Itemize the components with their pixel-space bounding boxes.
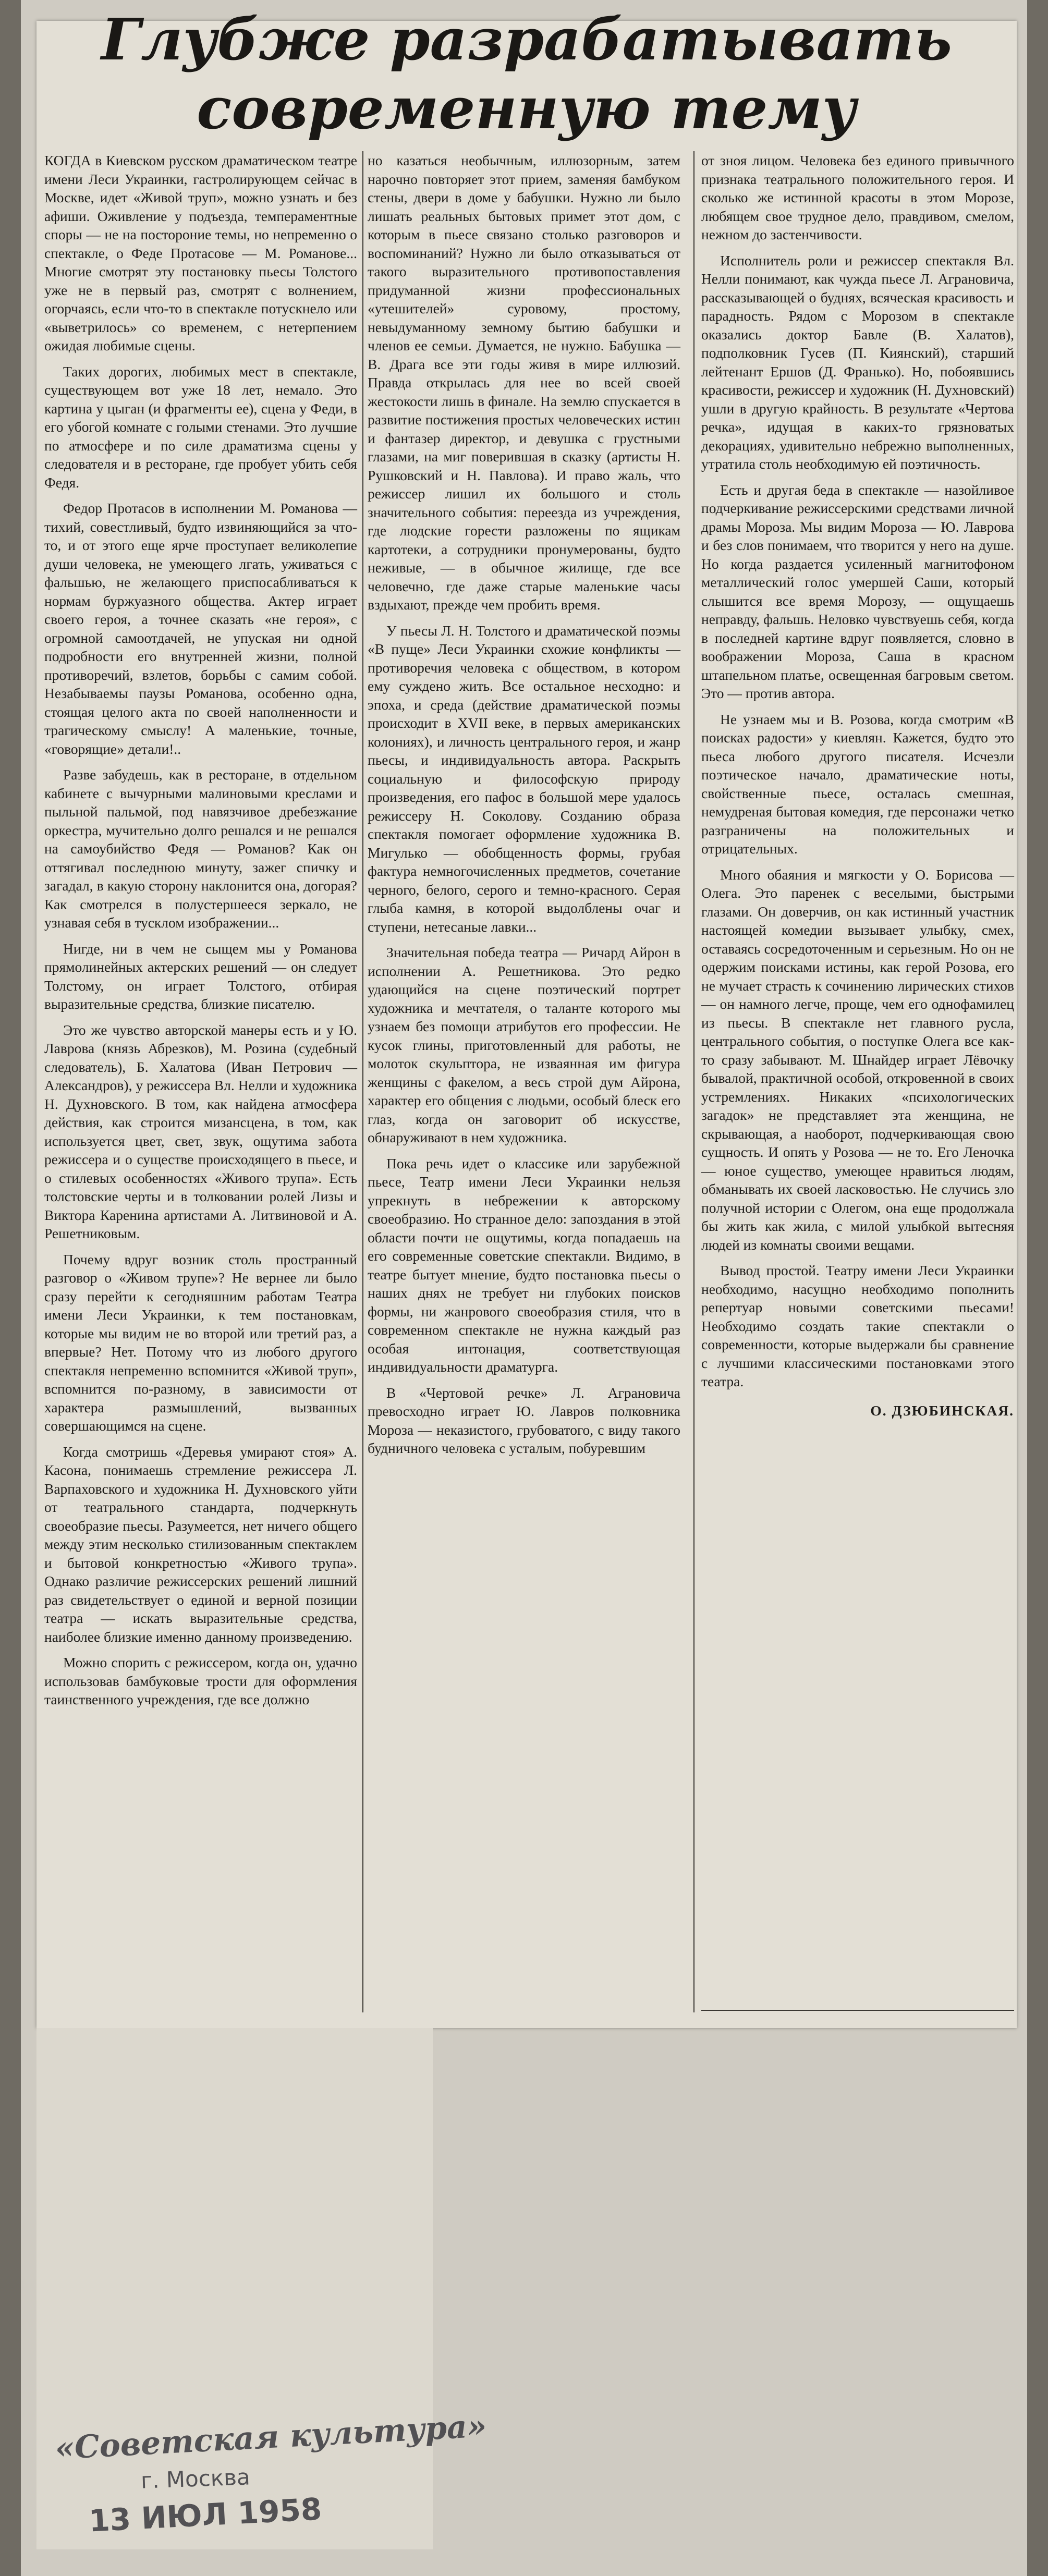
paragraph: Разве забудешь, как в ресторане, в отдельном кабинете с вычурными малиновыми креслами и пыльной пальмой, под навязчивое дребезжание оркестра, мучительно долго решался и не решался на самоубийство Федя — Романов? Как он оттягивал последнюю минуту, зажег спичку и загадал, в какую сторону наклонится она, догорая? Как смотрелся в полустершееся зеркало, не узнавая себя в тусклом изображении... xyxy=(44,766,357,931)
column-divider-1 xyxy=(362,151,363,2012)
headline-line-1: Глубже разрабатывать xyxy=(101,6,952,73)
paragraph: Федор Протасов в исполнении М. Романова — тихий, совестливый, будто извиняющийся за что-то, и от этого еще ярче проступает великолепие души человека, не умеющего лгать, уживаться с фальшью, не желающего приспосабливаться к нормам буржуазного общества. Актер играет своего героя, а точнее сказать «не героя», с огромной самоотдачей, не упуская ни одной подробности его внутренней жизни, полной противоречий, взлетов, борьбы с самим собой. Незабываемы паузы Романова, особенно одна, стоящая целого акта по своей наполненности и трагическому смыслу! А маленькие, точные, «говорящие» детали!.. xyxy=(44,500,357,757)
stamp-city: г. Москва xyxy=(140,2464,251,2494)
headline-line-2: современную тему xyxy=(197,75,857,142)
author-signature: О. ДЗЮБИНСКАЯ. xyxy=(870,1402,1014,1419)
paragraph: Пока речь идет о классике или зарубежной пьесе, Театр имени Леси Украинки нельзя упрекнуть в небрежении к авторскому своеобразию. Но странное дело: запоздания в этой области почти не ощутимы, когда попадаешь на его современные советские спектакли. Видимо, в театре бытует мнение, будто постановка пьесы о наших днях не требует ни глубоких поисков формы, ни жанрового своеобразия стиля, что в современном спектакле не нужна каждый раз особая интонация, соответствующая индивидуальности драматурга. xyxy=(368,1155,680,1375)
paragraph: Вывод простой. Театру имени Леси Украинки необходимо, насущно необходимо пополнить репертуар новыми советскими пьесами! Необходимо создать такие спектакли о современности, которые выдержали бы сравнение с лучшими классическими постановками этого театра. xyxy=(701,1262,1014,1389)
end-rule xyxy=(701,2010,1014,2011)
paragraph: от зноя лицом. Человека без единого привычного признака театрального положительного героя. И сколько же истинной красоты в этом Морозе, любящем свое трудное дело, правдивом, смелом, нежном до застенчивости. xyxy=(701,152,1014,242)
paragraph: КОГДА в Киевском русском драматическом театре имени Леси Украинки, гастролирующем сейчас в Москве, идет «Живой труп», можно узнать и без афиши. Оживление у подъезда, темпераментные споры — не на постороние темы, но непременно о спектакле, о Феде Протасове — М. Романове... Многие смотрят эту постановку пьесы Толстого уже не в первый раз, смотрят с волнением, огорчаясь, если что-то в спектакле потускнело или «выветрилось» со временем, с нетерпением ожидая любимые сцены. xyxy=(44,152,357,353)
stamp-date: 13 ИЮЛ 1958 xyxy=(88,2491,323,2539)
paragraph: Нигде, ни в чем не сыщем мы у Романова прямолинейных актерских решений — он следует Толстому, он играет Толстого, отбирая выразительные средства, близкие писателю. xyxy=(44,940,357,1012)
paragraph: Много обаяния и мягкости у О. Борисова — Олега. Это паренек с веселыми, быстрыми глазами. Он доверчив, он как истинный участник настоящей комедии вызывает улыбку, смех, оставаясь сосредоточенным и серьезным. Но он не одержим поисками истины, как герой Розова, его не мучает страсть к сочинению лирических стихов — он намного легче, проще, чем его однофамилец из пьесы. В спектакле нет главного русла, центрального события, о поступке Олега все как-то сразу забывают. М. Шнайдер играет Лёвочку бывалой, практичной особой, откровенной в своих устремлениях. Никаких «психологических загадок» не представляет эта женщина, не скрывающая, а наоборот, подчеркивающая свою сущность. И опять у Розова — не то. Его Леночка — юное существо, умеющее нравиться людям, обманывать их своей ласковостью. Не случись зло получной истории с Олегом, она еще продолжала бы жить как жила, с милой улыбкой вытесняя людей из комнаты своими вещами. xyxy=(701,866,1014,1253)
paragraph: У пьесы Л. Н. Толстого и драматической поэмы «В пуще» Леси Украинки схожие конфликты — противоречия человека с обществом, в котором ему суждено жить. Все остальное несходно: и эпоха, и среда (действие драматической поэмы происходит в XVII веке, в первых американских колониях), и личность центрального героя, и жанр пьесы, и индивидуальность автора. Раскрыть социальную и философскую природу произведения, его пафос в большой мере удалось режиссеру Н. Соколову. Созданию образа спектакля помогает оформление художника В. Мигулько — обобщенность формы, грубая фактура немногочисленных предметов, сочетание черного, белого, серого и темно-красного. Серая глыба камня, в которой выдолблены очаг и ступени, нетесаные лавки... xyxy=(368,622,680,935)
paragraph: Исполнитель роли и режиссер спектакля Вл. Нелли понимают, как чужда пьесе Л. Аграновича, рассказывающей о буднях, всяческая красивость и парадность. Рядом с Морозом в спектакле оказались доктор Бавле (В. Халатов), подполковник Гусев (П. Киянский), старший лейтенант Ершов (Д. Франько). Но, побоявшись красивости, режиссер и художник (Н. Духновский) ушли в другую крайность. В результате «Чертова речка», идущая в каких-то грязноватых декорациях, удивительно небрежно выполненных, утратила столь необходимую ей поэтичность. xyxy=(701,252,1014,472)
paragraph: Значительная победа театра — Ричард Айрон в исполнении А. Решетникова. Это редко удающийся на сцене поэтический портрет художника и мечтателя, о таланте которого мы узнаем без помощи атрибутов его профессии. Не кусок глины, приготовленный для работы, не молоток скульптора, не изваянная им фигура женщины с факелом, а весь строй дум Айрона, характер его общения с людьми, особый блеск его глаз, когда он заговорит об искусстве, обнаруживают в нем художника. xyxy=(368,944,680,1145)
paragraph: В «Чертовой речке» Л. Аграновича превосходно играет Ю. Лавров полковника Мороза — неказистого, грубоватого, с виду такого будничного человека с усталым, побуревшим xyxy=(368,1384,680,1456)
paragraph: Таких дорогих, любимых мест в спектакле, существующем вот уже 18 лет, немало. Это картина у цыган (и фрагменты ее), сцена у Феди, в его убогой комнате с голыми стенами. Это лучшие по атмосфере и по силе драматизма сцены у следователя и в ресторане, где пробует убить себя Федя. xyxy=(44,363,357,491)
paragraph: Почему вдруг возник столь пространный разговор о «Живом трупе»? Не вернее ли было сразу перейти к сегодняшним работам Театра имени Леси Украинки, к тем постановкам, которые мы видим не во второй или третий раз, а впервые? Нет. Потому что из любого другого спектакля непременно вспомнится «Живой труп», вспомнится по-разному, в зависимости от характера размышлений, вызванных совершающимся на сцене. xyxy=(44,1251,357,1434)
paragraph: Это же чувство авторской манеры есть и у Ю. Лаврова (князь Абрезков), М. Розина (судебный следователь), Б. Халатова (Иван Петрович — Александров), у режиссера Вл. Нелли и художника Н. Духновского. В том, как найдена атмосфера действия, как строится мизансцена, в том, как используется цвет, свет, звук, ощутима забота режиссера и о существе происходящего в пьесе, и о стилевых особенностях «Живого трупа». Есть толстовские черты и в толковании ролей Лизы и Виктора Каренина артистами А. Литвиновой и А. Решетниковым. xyxy=(44,1021,357,1241)
paragraph: Не узнаем мы и В. Розова, когда смотрим «В поисках радости» у киевлян. Кажется, будто это пьеса любого другого писателя. Исчезли поэтическое начало, драматические ноты, свойственные пьесе, осталась смешная, немудреная бытовая комедия, где персонажи четко разграничены на положительных и отрицательных. xyxy=(701,711,1014,857)
article-column-1 xyxy=(44,151,357,1716)
paragraph: Когда смотришь «Деревья умирают стоя» А. Касона, понимаешь стремление режиссера Л. Варпаховского и художника Н. Духновского уйти от театрального стандарта, подчеркнуть своеобразие пьесы. Разумеется, нет ничего общего между этим несколько стилизованным спектаклем и бытовой конкретностью «Живого трупа». Однако различие режиссерских решений лишний раз свидетельствует о единой и верной позиции театра — искать выразительные средства, наиболее близкие именно данному произведению. xyxy=(44,1443,357,1645)
column-divider-2 xyxy=(693,151,694,2012)
stamp-publication: «Советская культура» xyxy=(54,2408,488,2467)
headline xyxy=(36,5,1017,143)
article-column-2 xyxy=(368,151,680,1465)
paragraph: но казаться необычным, иллюзорным, затем нарочно повторяет этот прием, заменяя бамбуком стены, двери в доме у бабушки. Нужно ли было лишать реальных бытовых примет этот дом, с которым в пьесе связано столько разговоров и воспоминаний? Нужно ли было отказываться от такого выразительного противопоставления придуманной жизни профессиональных «утешителей» суровому, простому, невыдуманному земному бытию бабушки и членов ее семьи. Думается, не нужно. Бабушка — В. Драга все эти годы живя в мире иллюзий. Правда открылась для нее во всей своей жестокости лишь в финале. На землю спускается в развитие постижения простых человеческих истин и фантазер директор, и девушка с грустными глазами, на миг поверившая в сказку (артисты Н. Рушковский и Н. Павлова). И право жаль, что режиссер лишил их большого и столь значительного события: переезда из учреждения, где людские горести разложены по ящикам картотеки, а сотрудники пронумерованы, будто неживые, — в обычное жилище, где все человечно, где даже старые маленькие часы вздыхают, прежде чем пробить время. xyxy=(368,152,680,613)
paragraph: Можно спорить с режиссером, когда он, удачно использовав бамбуковые трости для оформления таинственного учреждения, где все должно xyxy=(44,1654,357,1707)
paragraph: Есть и другая беда в спектакле — назойливое подчеркивание режиссерскими средствами личной драмы Мороза. Мы видим Мороза — Ю. Лаврова и без слов понимаем, что творится у него на душе. Но когда раздается усиленный магнитофоном металлический голос умершей Саши, который слышится все время Морозу, — ощущаешь неправду, фальшь. Неловко чувствуешь себя, когда в последней картине вдруг появляется, словно в воображении Мороза, Саша в красном штапельном платье, освещенная багровым светом. Это — против автора. xyxy=(701,481,1014,701)
article-column-3 xyxy=(701,151,1014,1420)
